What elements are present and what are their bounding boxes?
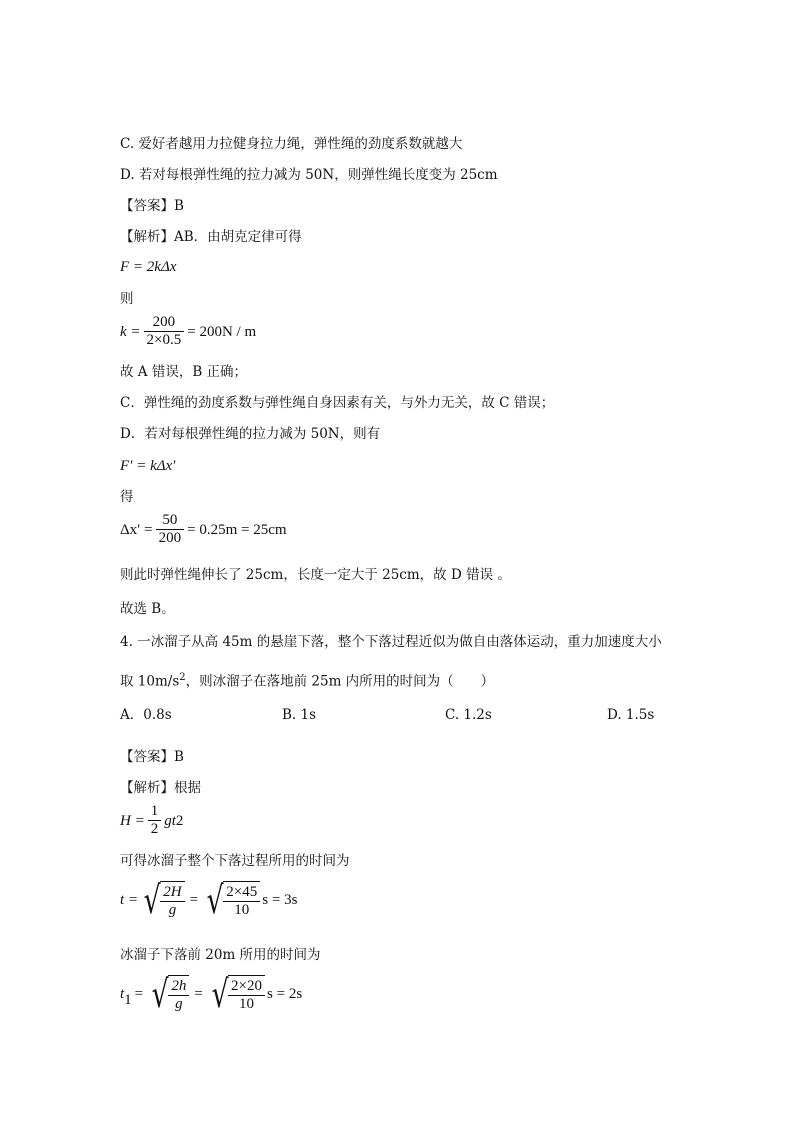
analysis-intro: 【解析】AB．由胡克定律可得 — [120, 229, 302, 245]
answer-label: 【答案】B — [120, 198, 184, 214]
eq-k-lhs: k = — [120, 323, 141, 340]
radical-sign: √ — [211, 972, 229, 1016]
eq-k-numerator: 200 — [144, 314, 185, 332]
eq-t1-numerator-1: 2h — [168, 978, 189, 996]
eq-t1-fraction-1 — [168, 978, 189, 1013]
eq-t1-fraction-2 — [228, 978, 265, 1013]
eq-h-rhs: gt — [164, 812, 176, 829]
question-4-stem-cont — [120, 669, 494, 691]
equals-sign: = — [194, 986, 203, 1002]
radical-sign: √ — [206, 878, 224, 922]
text-total-time: 可得冰溜子整个下落过程所用的时间为 — [120, 853, 350, 869]
choice-b: B. 1s — [282, 707, 317, 723]
equation-delta-x — [120, 512, 287, 547]
choice-d: D. 1.5s — [607, 707, 655, 723]
eq-dx-lhs: Δx′ = — [120, 521, 153, 538]
q4-question: ，则冰溜子在落地前 25m 内所用的时间为（ ） — [185, 673, 495, 690]
eq-t-fraction-2 — [223, 884, 260, 919]
eq-t-sqrt-2 — [203, 878, 260, 922]
eq-dx-numerator: 50 — [156, 512, 185, 530]
text-get: 得 — [120, 489, 134, 505]
eq-t1-sqrt-1 — [148, 972, 189, 1016]
eq-t1-subscript: 1 — [124, 992, 132, 1008]
conclusion-ab: 故 A 错误，B 正确； — [120, 364, 248, 380]
analysis-c: C．弹性绳的劲度系数与弹性绳自身因素有关，与外力无关，故 C 错误； — [120, 395, 555, 411]
equation-force-prime: F′ = kΔx′ — [120, 458, 176, 474]
eq-t1-denominator-2: 10 — [239, 996, 255, 1012]
final-choice: 故选 B。 — [120, 601, 175, 617]
equation-total-time — [120, 878, 298, 922]
radical-sign: √ — [151, 972, 169, 1016]
answer-label-2: 【答案】B — [120, 749, 184, 765]
equation-free-fall — [120, 803, 183, 838]
eq-t-fraction-1 — [160, 884, 184, 919]
eq-h-numerator: 1 — [148, 803, 162, 821]
equation-k — [120, 314, 256, 349]
eq-t-numerator-2: 2×45 — [223, 884, 260, 902]
eq-dx-denominator: 200 — [158, 530, 182, 546]
conclusion-d: 则此时弹性绳伸长了 25cm，长度一定大于 25cm，故 D 错误 。 — [120, 567, 511, 583]
eq-h-denominator: 2 — [150, 821, 159, 837]
option-d-text: D. 若对每根弹性绳的拉力减为 50N，则弹性绳长度变为 25cm — [120, 167, 498, 183]
equation-hooke: F = 2kΔx — [120, 259, 177, 275]
question-4-stem: 4. 一冰溜子从高 45m 的悬崖下落，整个下落过程近似为做自由落体运动，重力加速度大小 — [120, 634, 662, 650]
eq-k-fraction — [144, 314, 185, 349]
eq-t-sqrt-1 — [140, 878, 185, 922]
eq-t-rhs: s = 3s — [262, 892, 298, 908]
text-then: 则 — [120, 291, 134, 307]
eq-h-lhs: H = — [120, 812, 145, 829]
equals-sign: = — [189, 892, 199, 908]
q4-superscript: 2 — [179, 672, 186, 683]
eq-t1-numerator-2: 2×20 — [228, 978, 265, 996]
eq-t1-rhs: s = 2s — [267, 986, 303, 1002]
q4-accel: 取 10m/s — [120, 673, 180, 690]
choice-c: C. 1.2s — [445, 707, 492, 723]
eq-k-rhs: = 200N / m — [187, 323, 257, 340]
eq-k-denominator: 2×0.5 — [146, 332, 182, 348]
eq-t-lhs: t = — [120, 892, 139, 908]
equals-sign: = — [134, 986, 144, 1002]
radical-sign: √ — [143, 878, 161, 922]
eq-t-denominator-2: 10 — [234, 902, 250, 918]
eq-h-superscript: 2 — [175, 812, 184, 829]
eq-t-denominator-1: g — [168, 902, 177, 918]
analysis-intro-2: 【解析】根据 — [120, 780, 201, 796]
eq-h-fraction — [148, 803, 162, 838]
text-time-before: 冰溜子下落前 20m 所用的时间为 — [120, 947, 321, 963]
choice-a: A．0.8s — [120, 707, 172, 723]
option-c-text: C. 爱好者越用力拉健身拉力绳，弹性绳的劲度系数就越大 — [120, 136, 463, 152]
eq-t1-symbol: t — [120, 986, 125, 1002]
analysis-d: D．若对每根弹性绳的拉力减为 50N，则有 — [120, 426, 381, 442]
eq-t1-sqrt-2 — [208, 972, 265, 1016]
eq-dx-rhs: = 0.25m = 25cm — [187, 521, 287, 538]
eq-dx-fraction — [156, 512, 185, 547]
eq-t1-denominator-1: g — [175, 996, 183, 1012]
eq-t-numerator-1: 2H — [160, 884, 184, 902]
equation-time-20m — [120, 972, 303, 1016]
